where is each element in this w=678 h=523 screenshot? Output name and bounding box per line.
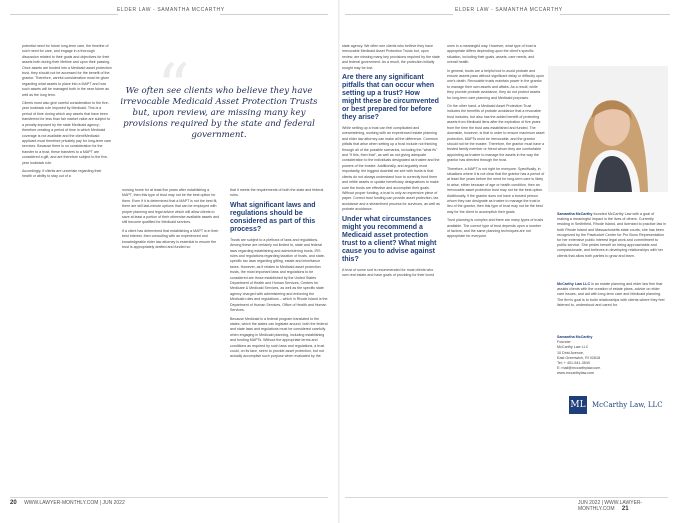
left-column-3 [230, 188, 328, 488]
page-gutter [338, 0, 340, 523]
pull-quote: We often see clients who believe they have irrevocable Medicaid Asset Protection Trusts but, upon review, are missing many key provisions required by the state and federal government. [120, 86, 318, 140]
footer-text: JUN 2022 | WWW.LAWYER-MONTHLY.COM [578, 500, 643, 512]
footer-rule [10, 497, 328, 498]
contact-address-line: East Greenwich, RI 02818 [557, 355, 601, 360]
contact-address-line: 10 Drist Avenue, [557, 350, 584, 355]
right-column-1 [342, 44, 440, 492]
paragraph: Accordingly, if clients are uncertain regarding their health or ability to stay out of a [22, 168, 102, 179]
paragraph: potential need for future long-term care, the timeline of such need for care, and engage in a thorough discussion related to their goals and objectives for their assets both during their lifetime and upon their passing. Once assets are funded into a Medicaid asset protection trust, they should not be accessed for the benefit of the grantor. Therefore, careful consideration must be given regarding what assets to place into a MAPT and how such assets will be managed both in the near future as well as the long term. [22, 44, 112, 97]
paragraph: ones in a meaningful way. However, what type of trust is appropriate differs depending upon the client's specific situation, including their goals, assets, care needs, and overall health. [447, 44, 537, 65]
contact-email: E: mail@mccarthylaw.com [557, 366, 601, 371]
header-rule [10, 14, 118, 15]
contact-role: Founder [557, 340, 571, 345]
contact-firm: McCarthy Law LLC [557, 345, 589, 350]
portrait-image [548, 66, 668, 192]
running-head-right: ELDER LAW - SAMANTHA MCCARTHY [455, 7, 563, 13]
paragraph: Because Medicaid is a federal program translated to the states, which the states can legislate around, both the federal and state laws and regulations must be considered carefully when engaging in Medicaid planning, including establishing and funding MAPTs. Without the appropriate terms and conditions as required by such laws and regulations, a trust could, on its face, seem to provide asset protection, but not actually accomplish such purpose when evaluated by the [230, 316, 328, 359]
paragraph: Trusts are subject to a plethora of laws and regulations. Among these are certainly not limited to, state and federal laws regarding establishing and administering trusts, IRS rules and regulations regarding taxation of trusts, and state-specific tax laws regarding gifting, estate and inheritance taxes. However, as it relates to Medicaid asset protection trusts, the most important laws and regulations to be considered are those established by the United States Department of Health and Human Services, Centers for Medicare & Medicaid Services, as well as the specific state agency charged with administering and enforcing the Medicaid rules and regulations – which in Rhode Island is the Department of Human Services, Office of Health and Human Services. [230, 237, 328, 313]
footer-right [578, 500, 678, 512]
page-number: 21 [621, 506, 629, 512]
paragraph: While setting up a trust can feel complicated and overwhelming, working with an experienced estate planning and elder law attorney can make all the difference. Common pitfalls that arise when setting up a trust include not thinking through all of the possible scenarios, including the "what ifs" and "if this, then that", as well as not giving adequate consideration to the individuals designated as trustee and the powers of the trustee. Additionally, and arguably most importantly, the biggest downfall we see with trusts is that clients do not always understand how to correctly fund them and retitle assets or update beneficiary designations to make sure the trusts are effective and accomplish their goals. Without proper funding, a trust is only an expensive piece of paper. Correct trust funding can provide asset protection, tax avoidance and a streamlined process for survivors, as well as probate avoidance. [342, 126, 440, 212]
left-column-2 [122, 188, 220, 473]
bio-firm [557, 282, 667, 308]
paragraph: nursing home for at least five years after establishing a MAPT, then this type of trust may not be the best option for them. Even if it is determined that a MAPT is not the best fit, there are still last-minute options that can be employed with proper planning and legal advice which will allow clients to save at least a portion of their otherwise available assets and still become qualified for Medicaid services. [122, 188, 220, 225]
footer-left [10, 500, 125, 506]
paragraph: Therefore, a MAPT is not right for everyone. Specifically, in situations where it is not clear that the grantor has a period of at least five years before the need for long-term care is likely to arise, either because of age or health condition, then an irrevocable asset protection trust may not be the best option. Additionally, if the grantor does not have a trusted person whom they can designate as trustee to manage the trust in lieu of the grantor, then this type of trust may not be the best way for the client to accomplish their goals. [447, 166, 545, 214]
quote-mark-icon: “ [157, 51, 190, 125]
bio-firm-text: is an estate planning and elder law firm that assists clients with the creation of estate plans, advice on elder care issues, and aid with long-term care and Medicaid planning. The firm's goal is to build relationships with clients where they feel listened to, understood and cared for. [557, 282, 665, 307]
contact-phone: Tel: + 401-541-3540 [557, 361, 590, 366]
paragraph: If a client has determined that establishing a MAPT is in their best interest, then consulting with an experienced and knowledgeable elder law attorney is essential to ensure the trust is appropriately drafted and funded so [122, 228, 219, 250]
logo-text: McCarthy Law, LLC [592, 400, 663, 409]
section-heading: Are there any significant pitfalls that can occur when setting up a trust? How might these be circumvented or best prepared for before they arise? [342, 74, 439, 122]
bio-text: founded McCarthy Law with a goal of making a meaningful impact in the lives of others. Currently residing in Smithfield, Rhode Island, and licensed to practice law in both Rhode Island and Massachusetts state courts, she has been recognized by the Pawtucket Center for Pro Bono Representation for her extensive public interest legal work and commitment to public service. She prides herself on being approachable and compassionate, and believes in developing relationships with her clients that allow both parties to grow and learn. [557, 212, 667, 258]
footer-text: WWW.LAWYER-MONTHLY.COM | JUN 2022 [24, 500, 125, 506]
header-rule [220, 14, 328, 15]
page-number: 20 [10, 500, 17, 506]
paragraph: A trust of some sort is recommended for most clients who own real estate and have goals of providing for their loved [342, 267, 435, 277]
paragraph: On the other hand, a Medicaid Asset Protection Trust includes the benefits of probate avoidance that a revocable trust includes, but also has the added benefit of protecting assets from Medicaid liens after the expiration of five years from the time the trust was established and funded. The downside, however, is that in order to ensure maximum asset protection, MAPTs must be irrevocable, and the grantor should not be the trustee. Therefore, the grantor must have a trusted family member or friend whom they are comfortable appointing as trustee to manage the assets in the way the grantor has directed through the trust. [447, 104, 545, 163]
contact-website: www.mccarthylaw.com [557, 371, 595, 376]
paragraph: Trust planning is complex and there are many types of trusts available. The correct type of trust depends upon a number of factors, and the same planning techniques are not appropriate for everyone. [447, 218, 544, 239]
right-column-2 [447, 44, 545, 492]
paragraph: Clients must also give careful consideration to the five-year lookback rule imposed by Medicaid. This is a period of time during which any assets that have been transferred for less than fair market value are subject to a penalty imposed by the state Medicaid agency; therefore creating a period of time in which Medicaid coverage is not available and the client/Medicaid applicant must therefore privately pay for long-term care services. Because there is no consideration for the transfer to a trust, these transfers to a MAPT are considered a gift, and are therefore subject to the five-year lookback rule. [22, 101, 112, 165]
contact-block [557, 335, 667, 377]
paragraph: that it meets the requirements of both the state and federal rules. [230, 188, 324, 198]
logo-mark-icon: ML [569, 396, 587, 414]
author-photo [548, 66, 668, 192]
bio-name: Samantha McCarthy [557, 212, 593, 216]
contact-name: Samantha McCarthy [557, 335, 593, 339]
section-heading: What significant laws and regulations should be considered as part of this process? [230, 201, 316, 233]
bio-firm-name: McCarthy Law LLC [557, 282, 591, 286]
bio-author [557, 212, 667, 259]
section-heading: Under what circumstances might you recommend a Medicaid asset protection trust to a client? What might cause you to advise against this? [342, 215, 437, 263]
running-head-left: ELDER LAW - SAMANTHA MCCARTHY [117, 7, 225, 13]
firm-logo [569, 395, 673, 414]
paragraph: state agency. We often see clients who believe they have irrevocable Medicaid Asset Protection Trusts but, upon review, are missing many key provisions required by the state and federal government. As a result, the protection initially sought may be lost. [342, 44, 440, 70]
paragraph: In general, trusts are a helpful tool to avoid probate and ensure assets pass without significant delay or difficulty upon one's death. Revocable trusts maintain power in the grantor to manage their own assets and affairs. As a result, while they provide probate avoidance, they do not protect assets for long-term care planning and Medicaid purposes. [447, 68, 545, 100]
header-rule [560, 14, 670, 15]
left-column-1 [22, 44, 112, 472]
header-rule [345, 14, 453, 15]
footer-rule [345, 497, 668, 498]
